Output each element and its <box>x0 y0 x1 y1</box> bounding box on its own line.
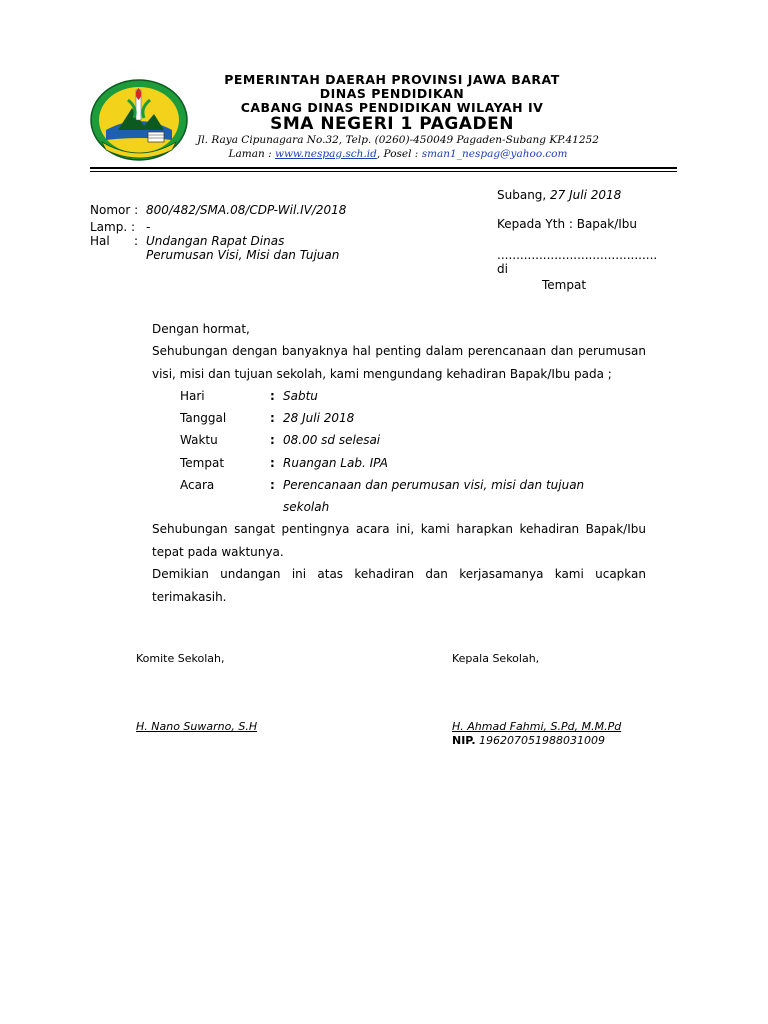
detail-label-tempat: Tempat <box>180 456 225 470</box>
detail-value-acara: Perencanaan dan perumusan visi, misi dan tujuan <box>283 478 585 492</box>
left-signature-name: H. Nano Suwarno, S.H <box>136 720 258 733</box>
detail-label-waktu: Waktu <box>180 433 218 447</box>
para3-line1: Demikian undangan ini atas kehadiran dan kerjasamanya kami ucapkan <box>152 567 646 581</box>
para1-line2: visi, misi dan tujuan sekolah, kami mengundang kehadiran Bapak/Ibu pada ; <box>152 367 612 381</box>
letterhead-line-2: DINAS PENDIDIKAN <box>319 86 465 101</box>
recipient-di: di <box>497 262 508 276</box>
para3-line2: terimakasih. <box>152 590 227 604</box>
hal-value-line-1: Undangan Rapat Dinas <box>146 234 285 248</box>
detail-colon-tempat: : <box>270 456 275 470</box>
detail-value-acara-cont: sekolah <box>283 500 330 514</box>
detail-label-hari: Hari <box>180 389 205 403</box>
detail-value-hari: Sabtu <box>283 389 318 403</box>
recipient-tempat: Tempat <box>542 278 587 292</box>
recipient-to: Kepada Yth : Bapak/Ibu <box>497 217 638 231</box>
nip-value: 196207051988031009 <box>475 734 606 747</box>
nip-line <box>452 734 605 747</box>
hal-value-line-2: Perumusan Visi, Misi dan Tujuan <box>146 248 340 262</box>
school-contact <box>158 148 638 160</box>
email-label: , Posel : <box>376 148 422 160</box>
left-signature-title: Komite Sekolah, <box>136 652 225 665</box>
school-name: SMA NEGERI 1 PAGADEN <box>270 114 514 134</box>
greeting: Dengan hormat, <box>152 322 250 336</box>
nomor-label: Nomor : <box>90 203 139 217</box>
hal-label: Hal <box>90 234 110 248</box>
lamp-label: Lamp. : <box>90 220 136 234</box>
para2-line2: tepat pada waktunya. <box>152 545 284 559</box>
web-label: Laman : <box>228 148 275 160</box>
para2-line1: Sehubungan sangat pentingnya acara ini, kami harapkan kehadiran Bapak/Ibu <box>152 522 646 536</box>
letterhead-divider <box>90 167 677 169</box>
right-signature-title: Kepala Sekolah, <box>452 652 540 665</box>
place-prefix: Subang, <box>497 188 551 202</box>
detail-colon-tanggal: : <box>270 411 275 425</box>
lamp-value: - <box>146 220 151 234</box>
place-date <box>497 188 621 202</box>
detail-label-tanggal: Tanggal <box>180 411 227 425</box>
detail-colon-hari: : <box>270 389 275 403</box>
detail-value-waktu: 08.00 sd selesai <box>283 433 381 447</box>
letterhead-line-1: PEMERINTAH DAERAH PROVINSI JAWA BARAT <box>224 72 560 87</box>
detail-colon-waktu: : <box>270 433 275 447</box>
nomor-value: 800/482/SMA.08/CDP-Wil.IV/2018 <box>146 203 347 217</box>
detail-value-tanggal: 28 Juli 2018 <box>283 411 355 425</box>
letterhead-divider-thin <box>90 171 677 172</box>
email-link[interactable]: sman1_nespag@yahoo.com <box>421 148 568 160</box>
para1-line1: Sehubungan dengan banyaknya hal penting dalam perencanaan dan perumusan <box>152 344 646 358</box>
hal-colon: : <box>134 234 139 248</box>
detail-value-tempat: Ruangan Lab. IPA <box>283 456 388 470</box>
nip-label: NIP. <box>452 734 476 747</box>
letterhead-line-3: CABANG DINAS PENDIDIKAN WILAYAH IV <box>240 100 544 115</box>
letter-date: 27 Juli 2018 <box>550 188 622 202</box>
detail-label-acara: Acara <box>180 478 215 492</box>
recipient-dots: .......................................... <box>497 248 658 262</box>
website-link[interactable]: www.nespag.sch.id <box>274 148 377 160</box>
detail-colon-acara: : <box>270 478 275 492</box>
school-address: Jl. Raya Cipunagara No.32, Telp. (0260)-450049 Pagaden-Subang KP.41252 <box>197 134 599 146</box>
right-signature-name: H. Ahmad Fahmi, S.Pd, M.M.Pd <box>452 720 622 733</box>
